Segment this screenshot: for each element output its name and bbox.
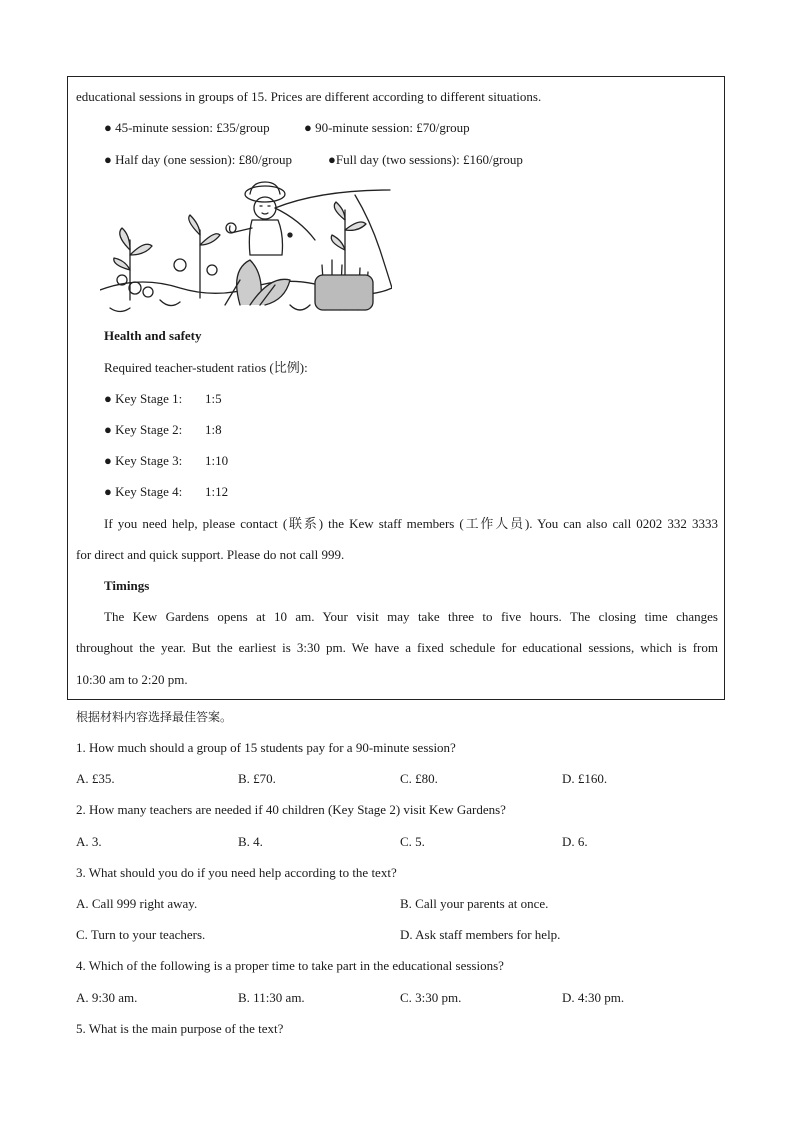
ratio-value-2: 1:8 bbox=[205, 422, 222, 437]
garden-girl-illustration bbox=[100, 180, 392, 318]
q4-option-c[interactable]: C. 3:30 pm. bbox=[400, 990, 462, 1005]
instruction: 根据材料内容选择最佳答案。 bbox=[76, 710, 233, 724]
help-line-2: for direct and quick support. Please do not call 999. bbox=[76, 547, 345, 562]
help-line-1: If you need help, please contact (联系) the Kew staff members (工作人员). You can also call 0202 332 3333 bbox=[104, 516, 718, 531]
ratios-intro: Required teacher-student ratios (比例): bbox=[104, 360, 308, 375]
q4-option-d[interactable]: D. 4:30 pm. bbox=[562, 990, 625, 1005]
q1-option-c[interactable]: C. £80. bbox=[400, 771, 438, 786]
passage-box bbox=[67, 76, 725, 700]
timings-heading: Timings bbox=[104, 578, 150, 593]
ratio-value-3: 1:10 bbox=[205, 453, 229, 468]
q3-option-d[interactable]: D. Ask staff members for help. bbox=[400, 927, 561, 942]
price-full-day: ●Full day (two sessions): £160/group bbox=[328, 152, 523, 167]
timings-line-1: The Kew Gardens opens at 10 am. Your visit may take three to five hours. The closing time changes bbox=[104, 609, 718, 624]
q2-option-a[interactable]: A. 3. bbox=[76, 834, 102, 849]
ratio-stage-1: ● Key Stage 1: bbox=[104, 391, 183, 406]
price-45min: ● 45-minute session: £35/group bbox=[104, 120, 270, 135]
health-heading: Health and safety bbox=[104, 328, 202, 343]
question-5: 5. What is the main purpose of the text? bbox=[76, 1021, 284, 1036]
q3-option-b[interactable]: B. Call your parents at once. bbox=[400, 896, 549, 911]
ratio-stage-4: ● Key Stage 4: bbox=[104, 484, 183, 499]
question-1: 1. How much should a group of 15 students pay for a 90-minute session? bbox=[76, 740, 456, 755]
q2-option-d[interactable]: D. 6. bbox=[562, 834, 588, 849]
q3-option-c[interactable]: C. Turn to your teachers. bbox=[76, 927, 206, 942]
ratio-value-1: 1:5 bbox=[205, 391, 222, 406]
price-half-day: ● Half day (one session): £80/group bbox=[104, 152, 293, 167]
q1-option-a[interactable]: A. £35. bbox=[76, 771, 115, 786]
q4-option-b[interactable]: B. 11:30 am. bbox=[238, 990, 305, 1005]
q4-option-a[interactable]: A. 9:30 am. bbox=[76, 990, 138, 1005]
question-3: 3. What should you do if you need help according to the text? bbox=[76, 865, 397, 880]
q2-option-c[interactable]: C. 5. bbox=[400, 834, 425, 849]
ratio-value-4: 1:12 bbox=[205, 484, 229, 499]
ratio-stage-3: ● Key Stage 3: bbox=[104, 453, 183, 468]
q1-option-b[interactable]: B. £70. bbox=[238, 771, 276, 786]
price-90min: ● 90-minute session: £70/group bbox=[304, 120, 470, 135]
passage-intro: educational sessions in groups of 15. Prices are different according to different situations. bbox=[76, 89, 542, 104]
q2-option-b[interactable]: B. 4. bbox=[238, 834, 263, 849]
timings-line-2: throughout the year. But the earliest is 3:30 pm. We have a fixed schedule for educational sessions, which is from bbox=[76, 640, 718, 655]
question-4: 4. Which of the following is a proper time to take part in the educational sessions? bbox=[76, 958, 504, 973]
question-2: 2. How many teachers are needed if 40 children (Key Stage 2) visit Kew Gardens? bbox=[76, 802, 506, 817]
q3-option-a[interactable]: A. Call 999 right away. bbox=[76, 896, 198, 911]
ratio-stage-2: ● Key Stage 2: bbox=[104, 422, 183, 437]
q1-option-d[interactable]: D. £160. bbox=[562, 771, 608, 786]
timings-line-3: 10:30 am to 2:20 pm. bbox=[76, 672, 188, 687]
